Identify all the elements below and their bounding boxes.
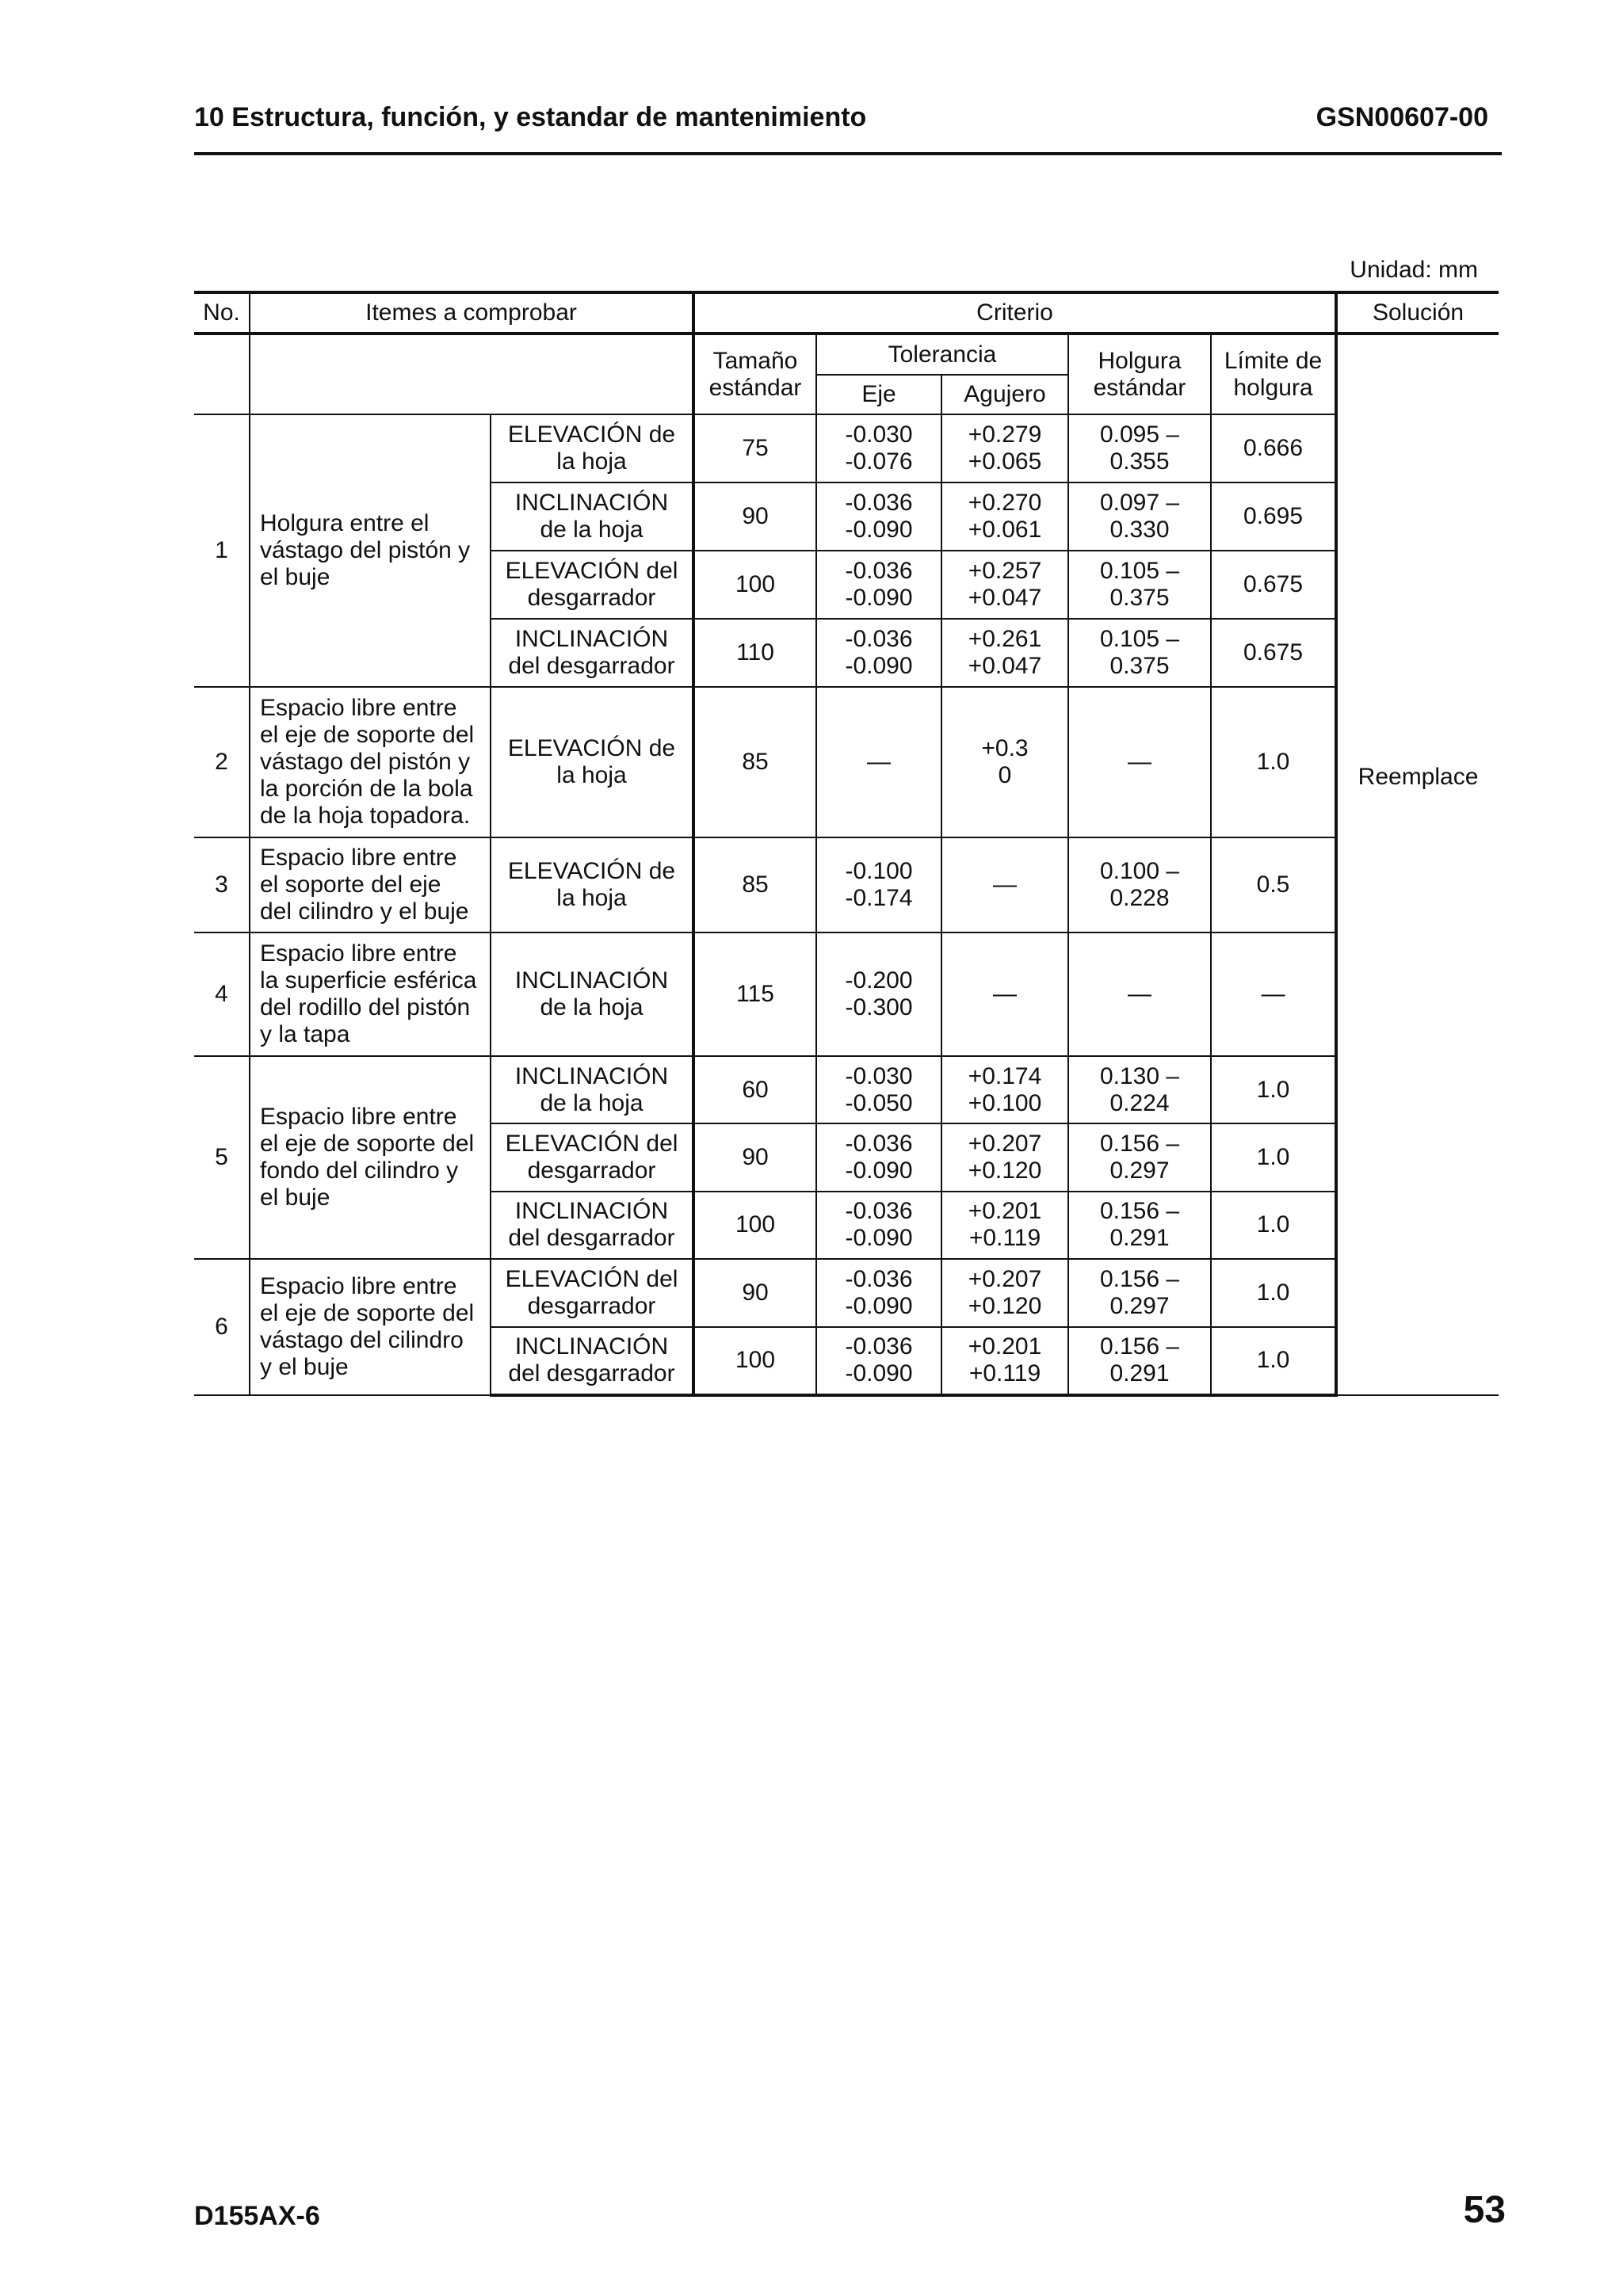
clearance-limit-cell: 1.0: [1211, 1327, 1336, 1395]
component-cell: [491, 414, 693, 482]
shaft-tolerance-line: -0.036: [845, 1265, 913, 1292]
standard-clearance-cell: [1068, 687, 1211, 837]
hole-tolerance-line: 0: [998, 762, 1012, 788]
check-item-line: vástago del pistón y: [260, 749, 471, 775]
component-line: ELEVACIÓN del: [505, 558, 678, 584]
table-row: [194, 414, 1499, 482]
hole-tolerance-line: +0.047: [968, 653, 1042, 679]
clearance-limit-cell: 1.0: [1211, 1192, 1336, 1259]
check-item-line: el buje: [260, 564, 330, 590]
table-row: [194, 837, 1499, 933]
header-no: No.: [194, 292, 250, 334]
hole-tolerance-line: +0.119: [968, 1360, 1041, 1387]
shaft-tolerance-line: -0.090: [845, 1360, 913, 1387]
solution-text: Reemplace: [1358, 764, 1479, 791]
shaft-tolerance-line: -0.100: [845, 858, 913, 884]
check-item-line: Espacio libre entre: [260, 1103, 457, 1130]
standard-clearance-cell: [1068, 933, 1211, 1056]
hole-tolerance-cell: [941, 1056, 1068, 1123]
component-line: INCLINACIÓN: [514, 626, 669, 652]
clearance-limit-cell: 1.0: [1211, 1056, 1336, 1123]
subheader-blank: [194, 334, 250, 414]
shaft-tolerance-cell: [816, 837, 941, 933]
row-number: 5: [194, 1056, 250, 1259]
standard-clearance-line: 0.291: [1109, 1225, 1170, 1252]
component-line: de la hoja: [540, 994, 643, 1020]
clearance-limit-cell: 0.666: [1211, 414, 1336, 482]
hole-tolerance-line: +0.174: [968, 1062, 1042, 1089]
shaft-tolerance-cell: [816, 1192, 941, 1259]
standard-clearance-cell: [1068, 1192, 1211, 1259]
hole-tolerance-line: +0.119: [968, 1225, 1041, 1252]
component-cell: [491, 482, 693, 551]
row-number: 2: [194, 687, 250, 837]
shaft-tolerance-line: -0.036: [845, 1198, 913, 1225]
hole-tolerance-line: +0.047: [968, 585, 1042, 611]
component-line: INCLINACIÓN: [514, 490, 669, 516]
standard-clearance-cell: [1068, 1123, 1211, 1191]
standard-clearance-cell: [1068, 1327, 1211, 1395]
standard-clearance-line: 0.156 –: [1099, 1198, 1180, 1225]
standard-clearance-line: —: [1128, 981, 1151, 1007]
shaft-tolerance-line: -0.030: [845, 421, 913, 448]
hole-tolerance-line: +0.065: [968, 448, 1042, 475]
shaft-tolerance-line: -0.090: [845, 1157, 913, 1184]
header-limite-line: holgura: [1233, 374, 1313, 401]
shaft-tolerance-line: -0.036: [845, 1130, 913, 1157]
unit-label: Unidad: mm: [1350, 257, 1478, 283]
hole-tolerance-line: +0.207: [968, 1265, 1042, 1292]
check-item-line: y el buje: [260, 1353, 349, 1380]
component-cell: [491, 687, 693, 837]
shaft-tolerance-line: -0.090: [845, 585, 913, 611]
standard-clearance-line: 0.291: [1109, 1360, 1170, 1387]
standard-size-cell: 110: [693, 619, 816, 687]
shaft-tolerance-line: -0.300: [845, 994, 913, 1020]
component-cell: [491, 933, 693, 1056]
check-item-line: Espacio libre entre: [260, 845, 457, 871]
table-subheader-row: [194, 334, 1499, 375]
table-row: [194, 1259, 1499, 1327]
shaft-tolerance-cell: [816, 687, 941, 837]
header-limite-line: Límite de: [1224, 347, 1323, 374]
table-header-row: [194, 292, 1499, 334]
header-holgura-line: Holgura: [1098, 347, 1182, 374]
standard-clearance-cell: [1068, 551, 1211, 619]
component-cell: [491, 1192, 693, 1259]
standard-clearance-line: —: [1128, 749, 1151, 775]
shaft-tolerance-line: -0.174: [845, 885, 913, 911]
standard-clearance-line: 0.375: [1109, 585, 1170, 611]
check-item-line: Espacio libre entre: [260, 1272, 457, 1299]
shaft-tolerance-line: -0.090: [845, 653, 913, 679]
component-cell: [491, 837, 693, 933]
check-item-line: y la tapa: [260, 1021, 350, 1047]
header-agujero: Agujero: [941, 375, 1068, 414]
standard-clearance-line: 0.100 –: [1099, 858, 1180, 884]
header-tamano-line: estándar: [708, 374, 802, 401]
hole-tolerance-cell: [941, 1327, 1068, 1395]
standard-size-cell: 115: [693, 933, 816, 1056]
footer-model: D155AX-6: [194, 2201, 320, 2231]
check-item: [250, 687, 491, 837]
hole-tolerance-cell: [941, 1259, 1068, 1327]
shaft-tolerance-cell: [816, 1123, 941, 1191]
clearance-limit-cell: —: [1211, 933, 1336, 1056]
check-item-line: vástago del cilindro: [260, 1326, 464, 1353]
header-eje: Eje: [816, 375, 941, 414]
check-item-line: Espacio libre entre: [260, 695, 457, 721]
component-line: la hoja: [556, 448, 627, 475]
standard-clearance-cell: [1068, 1259, 1211, 1327]
check-item-line: el soporte del eje: [260, 871, 441, 898]
standard-clearance-line: 0.105 –: [1099, 626, 1180, 652]
standard-clearance-line: 0.297: [1109, 1292, 1170, 1319]
shaft-tolerance-cell: [816, 414, 941, 482]
hole-tolerance-cell: [941, 933, 1068, 1056]
standard-clearance-line: 0.224: [1109, 1089, 1170, 1116]
check-item-line: del rodillo del pistón: [260, 994, 471, 1020]
check-item-line: Espacio libre entre: [260, 940, 457, 967]
component-line: ELEVACIÓN de: [507, 858, 676, 884]
standard-clearance-cell: [1068, 837, 1211, 933]
shaft-tolerance-line: —: [867, 749, 891, 775]
subheader-blank: [250, 334, 693, 414]
shaft-tolerance-line: -0.200: [845, 967, 913, 994]
standard-size-cell: 90: [693, 1123, 816, 1191]
standard-size-cell: 60: [693, 1056, 816, 1123]
hole-tolerance-cell: [941, 1192, 1068, 1259]
shaft-tolerance-cell: [816, 1327, 941, 1395]
clearance-limit-cell: 0.5: [1211, 837, 1336, 933]
shaft-tolerance-line: -0.030: [845, 1062, 913, 1089]
shaft-tolerance-cell: [816, 482, 941, 551]
check-item-line: el eje de soporte del: [260, 1299, 475, 1326]
check-item-line: vástago del pistón y: [260, 537, 471, 563]
standard-clearance-line: 0.156 –: [1099, 1130, 1180, 1157]
row-number: 4: [194, 933, 250, 1056]
component-line: de la hoja: [540, 517, 643, 543]
hole-tolerance-line: +0.100: [968, 1089, 1042, 1116]
component-line: la hoja: [556, 885, 627, 911]
clearance-limit-cell: 0.695: [1211, 482, 1336, 551]
shaft-tolerance-line: -0.090: [845, 517, 913, 543]
standard-size-cell: 100: [693, 1192, 816, 1259]
row-number: 3: [194, 837, 250, 933]
header-tolerancia: Tolerancia: [816, 334, 1068, 375]
component-line: desgarrador: [527, 1157, 656, 1184]
clearance-limit-cell: 0.675: [1211, 619, 1336, 687]
check-item: [250, 837, 491, 933]
hole-tolerance-cell: [941, 687, 1068, 837]
check-item: [250, 1259, 491, 1395]
hole-tolerance-line: +0.201: [968, 1198, 1042, 1225]
hole-tolerance-line: +0.207: [968, 1130, 1042, 1157]
standard-clearance-cell: [1068, 414, 1211, 482]
shaft-tolerance-line: -0.036: [845, 558, 913, 584]
check-item: [250, 1056, 491, 1259]
check-item-line: el eje de soporte del: [260, 1130, 475, 1157]
component-line: INCLINACIÓN: [514, 967, 669, 994]
header-tamano-line: Tamaño: [712, 347, 798, 374]
hole-tolerance-line: +0.120: [968, 1292, 1042, 1319]
component-cell: [491, 551, 693, 619]
standard-clearance-line: 0.156 –: [1099, 1265, 1180, 1292]
shaft-tolerance-line: -0.036: [845, 490, 913, 516]
check-item-line: Holgura entre el: [260, 510, 430, 536]
component-line: ELEVACIÓN del: [505, 1265, 678, 1292]
check-item-line: la superficie esférica: [260, 967, 477, 994]
hole-tolerance-line: +0.257: [968, 558, 1042, 584]
standard-clearance-line: 0.095 –: [1099, 421, 1180, 448]
check-item-line: fondo del cilindro y: [260, 1157, 459, 1184]
shaft-tolerance-cell: [816, 1259, 941, 1327]
component-line: desgarrador: [527, 585, 656, 611]
component-line: INCLINACIÓN: [514, 1333, 669, 1360]
table-row: [194, 687, 1499, 837]
row-number: 1: [194, 414, 250, 687]
standard-clearance-line: 0.375: [1109, 653, 1170, 679]
component-line: desgarrador: [527, 1292, 656, 1319]
clearance-limit-cell: 0.675: [1211, 551, 1336, 619]
standard-clearance-cell: [1068, 619, 1211, 687]
component-cell: [491, 1259, 693, 1327]
standard-size-cell: 90: [693, 1259, 816, 1327]
component-cell: [491, 1056, 693, 1123]
component-line: la hoja: [556, 762, 627, 788]
hole-tolerance-cell: [941, 619, 1068, 687]
standard-size-cell: 90: [693, 482, 816, 551]
standard-size-cell: 85: [693, 837, 816, 933]
component-cell: [491, 1327, 693, 1395]
hole-tolerance-line: +0.270: [968, 490, 1042, 516]
component-line: INCLINACIÓN: [514, 1062, 669, 1089]
standard-clearance-line: 0.297: [1109, 1157, 1170, 1184]
standard-clearance-line: 0.105 –: [1099, 558, 1180, 584]
check-item: [250, 933, 491, 1056]
check-item-line: de la hoja topadora.: [260, 803, 471, 829]
header-divider: [194, 152, 1502, 155]
shaft-tolerance-line: -0.076: [845, 448, 913, 475]
header-items: Itemes a comprobar: [250, 292, 693, 334]
standard-clearance-line: 0.130 –: [1099, 1062, 1180, 1089]
check-item: [250, 414, 491, 687]
component-cell: [491, 1123, 693, 1191]
standard-clearance-line: 0.228: [1109, 885, 1170, 911]
standard-size-cell: 100: [693, 551, 816, 619]
component-line: ELEVACIÓN de: [507, 421, 676, 448]
header-tamano: [693, 334, 816, 414]
standard-clearance-cell: [1068, 1056, 1211, 1123]
component-line: del desgarrador: [508, 1360, 675, 1387]
standard-clearance-line: 0.156 –: [1099, 1333, 1180, 1360]
page-header-title: 10 Estructura, función, y estandar de mantenimiento: [194, 102, 867, 132]
hole-tolerance-line: —: [993, 871, 1017, 898]
header-holgura-line: estándar: [1093, 374, 1186, 401]
check-item-line: el eje de soporte del: [260, 722, 475, 748]
header-limite: [1211, 334, 1336, 414]
standard-clearance-line: 0.330: [1109, 517, 1170, 543]
hole-tolerance-line: —: [993, 981, 1017, 1007]
hole-tolerance-line: +0.261: [968, 626, 1042, 652]
hole-tolerance-line: +0.279: [968, 421, 1042, 448]
component-line: de la hoja: [540, 1089, 643, 1116]
standard-clearance-cell: [1068, 482, 1211, 551]
component-cell: [491, 619, 693, 687]
component-line: ELEVACIÓN del: [505, 1130, 678, 1157]
hole-tolerance-line: +0.061: [968, 517, 1042, 543]
hole-tolerance-line: +0.3: [981, 735, 1029, 761]
hole-tolerance-cell: [941, 414, 1068, 482]
hole-tolerance-cell: [941, 1123, 1068, 1191]
shaft-tolerance-line: -0.090: [845, 1292, 913, 1319]
shaft-tolerance-line: -0.036: [845, 626, 913, 652]
check-item-line: la porción de la bola: [260, 776, 473, 802]
header-holgura: [1068, 334, 1211, 414]
header-solucion: Solución: [1336, 292, 1499, 334]
shaft-tolerance-cell: [816, 619, 941, 687]
standard-clearance-line: 0.355: [1109, 448, 1170, 475]
shaft-tolerance-line: -0.090: [845, 1225, 913, 1252]
hole-tolerance-cell: [941, 551, 1068, 619]
component-line: del desgarrador: [508, 653, 675, 679]
clearance-limit-cell: 1.0: [1211, 1123, 1336, 1191]
solution-cell: [1336, 334, 1499, 1395]
maintenance-standard-table: [194, 291, 1499, 1397]
standard-size-cell: 85: [693, 687, 816, 837]
standard-size-cell: 100: [693, 1327, 816, 1395]
row-number: 6: [194, 1259, 250, 1395]
hole-tolerance-cell: [941, 482, 1068, 551]
footer-page-number: 53: [1463, 2189, 1506, 2231]
hole-tolerance-line: +0.201: [968, 1333, 1042, 1360]
component-line: ELEVACIÓN de: [507, 735, 676, 761]
shaft-tolerance-cell: [816, 551, 941, 619]
hole-tolerance-line: +0.120: [968, 1157, 1042, 1184]
check-item-line: del cilindro y el buje: [260, 898, 469, 925]
hole-tolerance-cell: [941, 837, 1068, 933]
table-row: [194, 933, 1499, 1056]
shaft-tolerance-line: -0.050: [845, 1089, 913, 1116]
shaft-tolerance-cell: [816, 1056, 941, 1123]
shaft-tolerance-line: -0.036: [845, 1333, 913, 1360]
page-header-code: GSN00607-00: [1316, 102, 1488, 132]
shaft-tolerance-cell: [816, 933, 941, 1056]
clearance-limit-cell: 1.0: [1211, 687, 1336, 837]
check-item-line: el buje: [260, 1184, 330, 1211]
standard-size-cell: 75: [693, 414, 816, 482]
header-criterio: Criterio: [693, 292, 1336, 334]
standard-clearance-line: 0.097 –: [1099, 490, 1180, 516]
table-row: [194, 1056, 1499, 1123]
component-line: INCLINACIÓN: [514, 1198, 669, 1225]
clearance-limit-cell: 1.0: [1211, 1259, 1336, 1327]
component-line: del desgarrador: [508, 1225, 675, 1252]
